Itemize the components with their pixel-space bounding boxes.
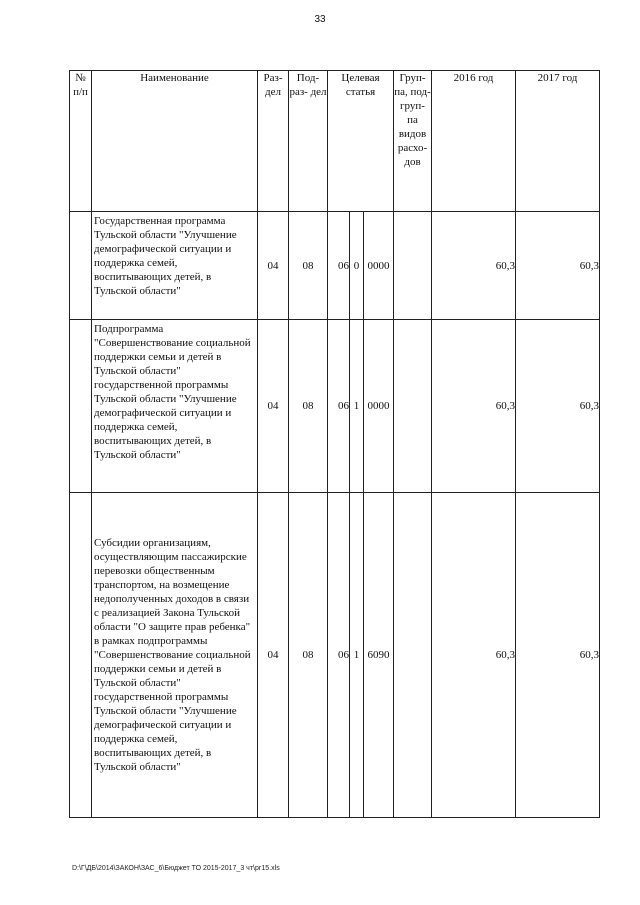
row-amount-2016: 60,3	[432, 212, 516, 320]
header-name: Наименование	[92, 71, 258, 212]
row-target-direction: 0000	[364, 320, 394, 493]
header-num: № п/п	[70, 71, 92, 212]
row-name: Субсидии организациям, осуществляющим пассажирские перевозки общественным транспортом, на возмещение недополученных доходов в связи с реализацией Закона Тульской области "О защите прав ребенка" в рамках подпрограммы "Совершенствование социальной поддержки семьи и детей в Тульской области" государственной программы Тульской области "Улучшение демографической ситуации и поддержка семей, воспитывающих детей, в Тульской области"	[92, 493, 258, 818]
row-target-subprogram: 0	[350, 212, 364, 320]
row-expense-group	[394, 212, 432, 320]
row-target-program: 06	[328, 493, 350, 818]
row-expense-group	[394, 493, 432, 818]
row-razdel: 04	[258, 212, 289, 320]
row-podrazdel: 08	[289, 320, 328, 493]
row-name: Государственная программа Тульской области "Улучшение демографической ситуации и поддержка семей, воспитывающих детей, в Тульской области"	[92, 212, 258, 320]
row-amount-2017: 60,3	[516, 493, 600, 818]
row-razdel: 04	[258, 493, 289, 818]
row-podrazdel: 08	[289, 493, 328, 818]
row-razdel: 04	[258, 320, 289, 493]
header-podrazdel: Под- раз- дел	[289, 71, 328, 212]
row-target-subprogram: 1	[350, 320, 364, 493]
row-amount-2016: 60,3	[432, 493, 516, 818]
table-header-row	[70, 71, 600, 212]
row-target-program: 06	[328, 320, 350, 493]
header-expense-group: Груп- па, под- груп- па видов расхо- дов	[394, 71, 432, 212]
file-path-footer: D:\Г\ДБ\2014\ЗАКОН\ЗАС_6\Бюджет ТО 2015-2017_3 чт\рг15.xls	[72, 865, 280, 872]
table-row	[70, 212, 600, 320]
row-podrazdel: 08	[289, 212, 328, 320]
table-row	[70, 493, 600, 818]
row-expense-group	[394, 320, 432, 493]
row-amount-2017: 60,3	[516, 320, 600, 493]
row-target-program: 06	[328, 212, 350, 320]
row-target-direction: 6090	[364, 493, 394, 818]
row-name: Подпрограмма "Совершенствование социальной поддержки семьи и детей в Тульской области" государственной программы Тульской области "Улучшение демографической ситуации и поддержка семей, воспитывающих детей, в Тульской области"	[92, 320, 258, 493]
header-2016: 2016 год	[432, 71, 516, 212]
row-num	[70, 212, 92, 320]
row-amount-2016: 60,3	[432, 320, 516, 493]
header-2017: 2017 год	[516, 71, 600, 212]
table-row	[70, 320, 600, 493]
row-amount-2017: 60,3	[516, 212, 600, 320]
row-target-subprogram: 1	[350, 493, 364, 818]
row-num	[70, 320, 92, 493]
budget-table	[69, 70, 600, 818]
header-target-article: Целевая статья	[328, 71, 394, 212]
header-razdel: Раз- дел	[258, 71, 289, 212]
row-num	[70, 493, 92, 818]
page-number: 33	[314, 14, 326, 25]
row-target-direction: 0000	[364, 212, 394, 320]
